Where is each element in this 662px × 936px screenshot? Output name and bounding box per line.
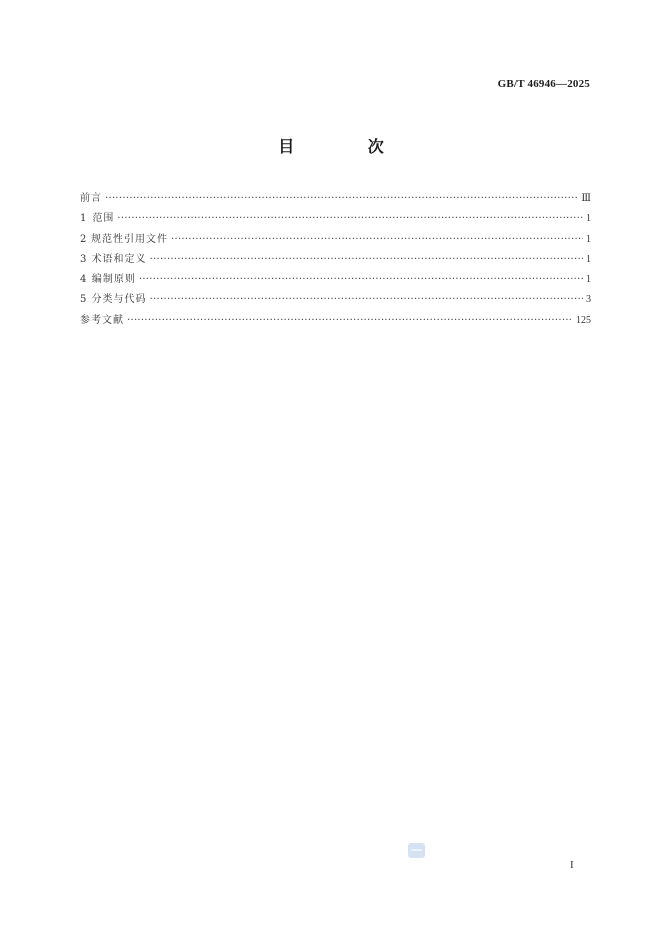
- standard-number: GB/T 46946—2025: [497, 78, 590, 90]
- toc-title: 目 次: [278, 137, 418, 156]
- toc-entry-bibliography[interactable]: [80, 311, 591, 331]
- toc-entry-number: 2: [80, 233, 87, 245]
- toc-entry-normative-references[interactable]: [80, 230, 591, 250]
- table-of-contents: [80, 189, 591, 331]
- toc-leader-dots: [171, 230, 583, 250]
- toc-leader-dots: [117, 209, 583, 229]
- toc-entry-page: 1: [586, 253, 591, 265]
- toc-entry-foreword[interactable]: [80, 189, 591, 209]
- toc-entry-page: 1: [586, 274, 591, 286]
- toc-entry-page: 125: [576, 314, 591, 326]
- toc-entry-page: 3: [586, 294, 591, 306]
- toc-leader-dots: [150, 290, 583, 310]
- toc-leader-dots: [150, 250, 583, 270]
- toc-entry-number: 3: [80, 253, 87, 265]
- toc-entry-label: 范围: [92, 213, 115, 225]
- toc-entry-principles[interactable]: [80, 270, 591, 290]
- toc-entry-number: 5: [80, 294, 87, 306]
- toc-entry-page: 1: [586, 233, 591, 245]
- toc-leader-dots: [105, 189, 578, 209]
- toc-entry-page: Ⅲ: [581, 193, 591, 204]
- toc-entry-classification-and-codes[interactable]: [80, 290, 591, 310]
- toc-leader-dots: [139, 270, 583, 290]
- toc-entry-label: 前言: [80, 193, 102, 204]
- page-number: I: [570, 859, 574, 871]
- toc-entry-label: 规范性引用文件: [90, 233, 168, 245]
- toc-entry-number: 1: [80, 213, 87, 225]
- toc-entry-number: 4: [80, 274, 87, 286]
- toc-entry-page: 1: [586, 213, 591, 225]
- toc-entry-scope[interactable]: [80, 209, 591, 229]
- toc-entry-label: 术语和定义: [91, 253, 147, 265]
- toc-leader-dots: [127, 311, 573, 331]
- toc-entry-terms-and-definitions[interactable]: [80, 250, 591, 270]
- toc-entry-label: 分类与代码: [91, 294, 147, 306]
- watermark-logo-icon: [408, 843, 425, 858]
- toc-entry-label: 编制原则: [91, 274, 136, 286]
- toc-entry-label: 参考文献: [80, 314, 124, 326]
